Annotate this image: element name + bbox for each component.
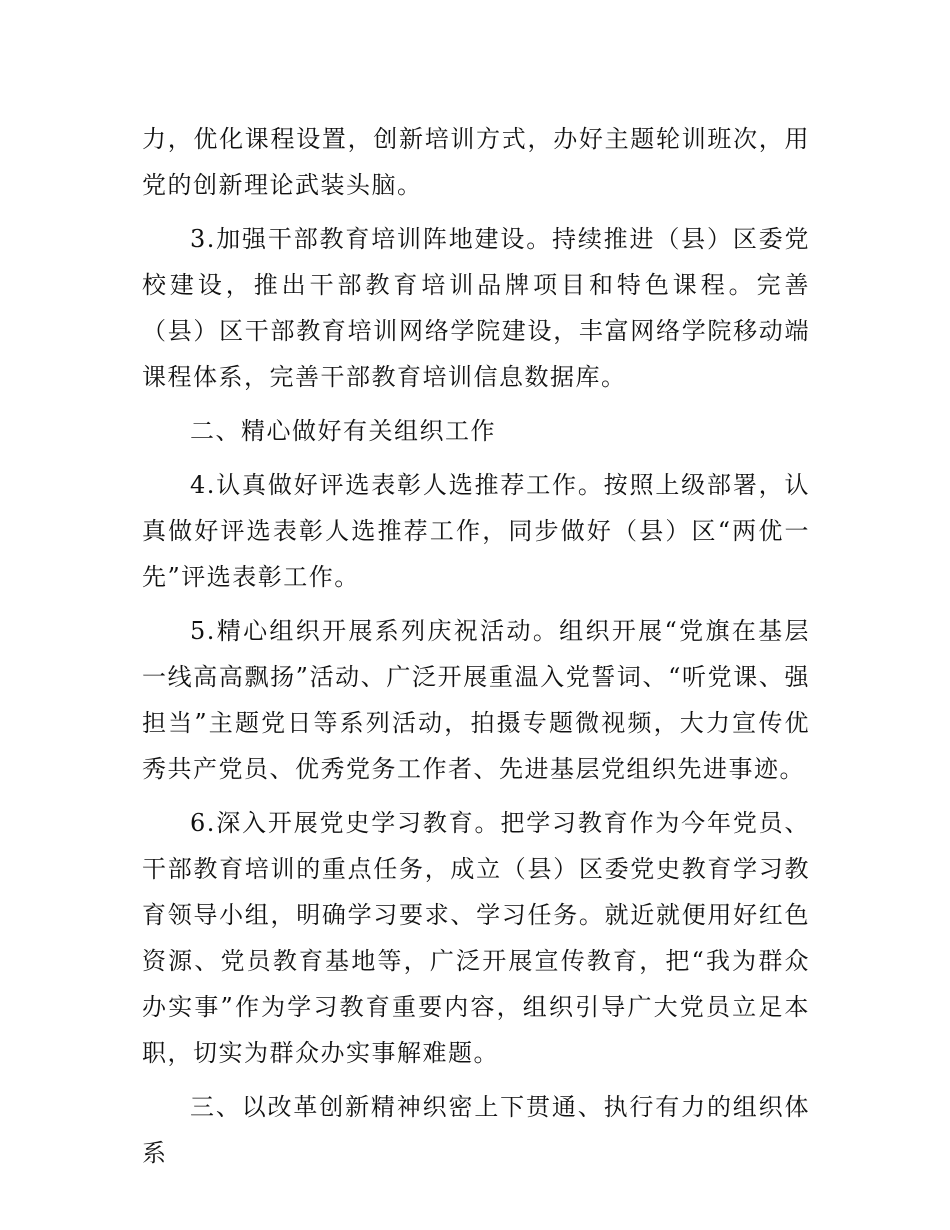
paragraph-item-4: 4.认真做好评选表彰人选推荐工作。按照上级部署，认真做好评选表彰人选推荐工作，同步做好（县）区“两优一先”评选表彰工作。	[142, 471, 810, 591]
section-heading-3: 三、以改革创新精神织密上下贯通、执行有力的组织体系	[142, 1093, 810, 1167]
document-body	[142, 116, 810, 1176]
paragraph-item-6: 6.深入开展党史学习教育。把学习教育作为今年党员、干部教育培训的重点任务，成立（县）区委党史教育学习教育领导小组，明确学习要求、学习任务。就近就便用好红色资源、党员教育基地等，广泛开展宣传教育，把“我为群众办实事”作为学习教育重要内容，组织引导广大党员立足本职，切实为群众办实事解难题。	[142, 809, 810, 1067]
paragraph-item-3: 3.加强干部教育培训阵地建设。持续推进（县）区委党校建设，推出干部教育培训品牌项目和特色课程。完善（县）区干部教育培训网络学院建设，丰富网络学院移动端课程体系，完善干部教育培训信息数据库。	[142, 225, 810, 391]
paragraph-continuation: 力，优化课程设置，创新培训方式，办好主题轮训班次，用党的创新理论武装头脑。	[142, 125, 810, 199]
section-heading-2: 二、精心做好有关组织工作	[190, 417, 496, 445]
paragraph-item-5: 5.精心组织开展系列庆祝活动。组织开展“党旗在基层一线高高飘扬”活动、广泛开展重温入党誓词、“听党课、强担当”主题党日等系列活动，拍摄专题微视频，大力宣传优秀共产党员、优秀党务工作者、先进基层党组织先进事迹。	[142, 617, 810, 783]
